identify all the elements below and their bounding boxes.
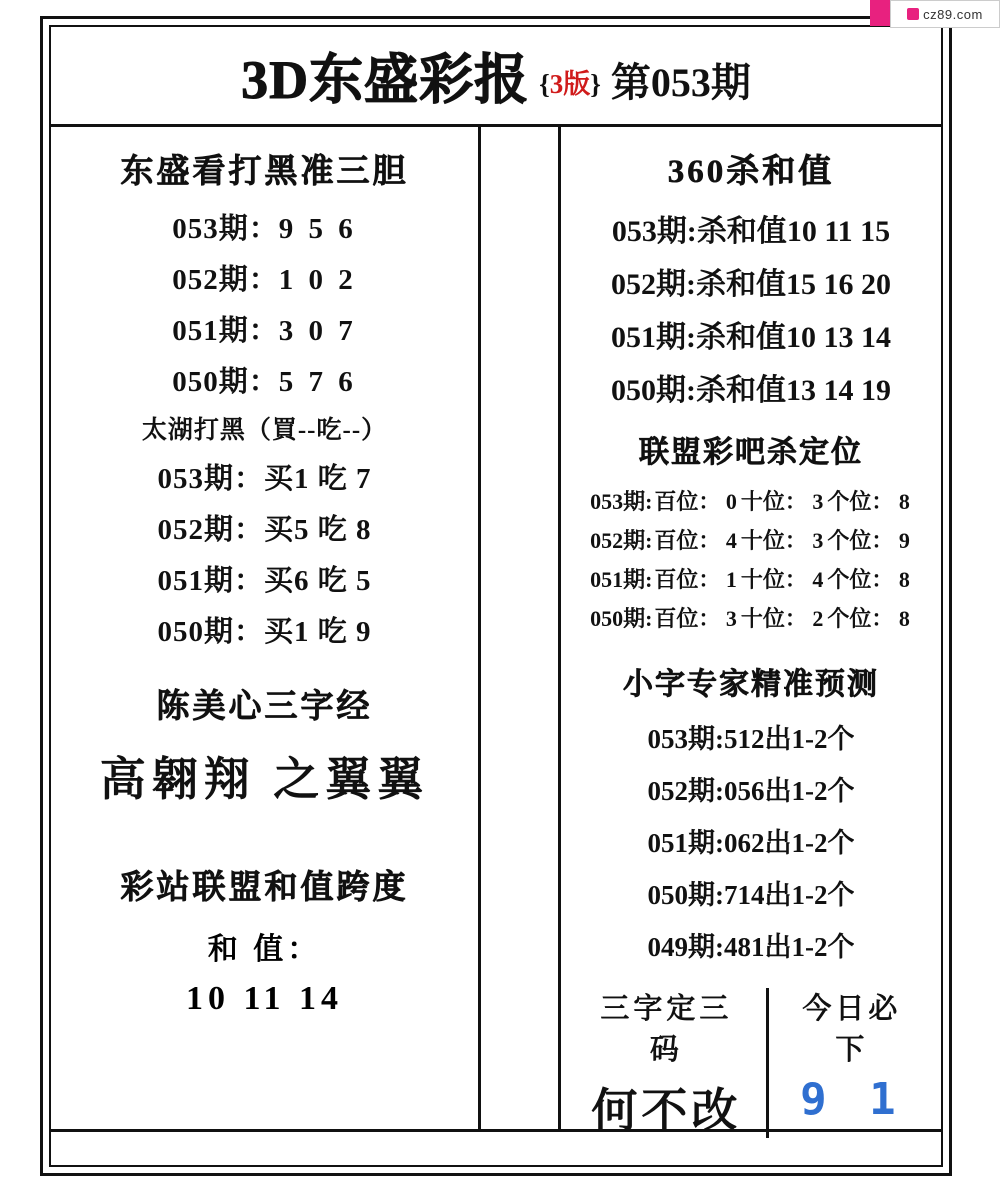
kill-value: 10 13 14: [786, 321, 891, 354]
period-label: 052期:: [611, 268, 696, 301]
right-section2-row: [571, 524, 931, 555]
period-label: 051期:: [647, 828, 724, 858]
ge-value: 个位： 8: [827, 489, 910, 514]
right-section2-row: [571, 563, 931, 594]
bai-value: 百位： 4: [654, 528, 737, 553]
right-section1-row: [571, 206, 931, 250]
shi-value: 十位： 3: [740, 528, 824, 553]
right-section3-row: [571, 925, 931, 964]
bottom-block-divider: [766, 988, 769, 1138]
left-section3-title: 陈美心三字经: [156, 689, 373, 725]
period-value: 买5 吃 8: [264, 514, 372, 546]
period-label: 051期:: [611, 321, 696, 354]
left-section2-row: [61, 507, 468, 548]
period-label: 050期:: [590, 606, 653, 631]
period-value: 3 0 7: [278, 315, 357, 347]
forecast-value: 714出1-2个: [724, 880, 855, 910]
ge-value: 个位： 8: [827, 567, 910, 592]
poster-inner-frame: [49, 25, 943, 1167]
left-section1-row: [61, 206, 468, 247]
right-section2-row: [571, 485, 931, 516]
right-section3-row: [571, 821, 931, 860]
period-value: 买6 吃 5: [264, 565, 372, 597]
period-label: 051期：: [157, 565, 264, 597]
shi-value: 十位： 3: [740, 489, 824, 514]
forecast-value: 481出1-2个: [724, 932, 855, 962]
period-label: 050期：: [172, 366, 279, 398]
left-section1-row: [61, 308, 468, 349]
period-label: 050期:: [647, 880, 724, 910]
right-section1-row: [571, 259, 931, 303]
bottom-right-group: [773, 986, 931, 1140]
left-section2-row: [61, 456, 468, 497]
period-label: 052期：: [172, 264, 279, 296]
kill-label: 杀和值: [696, 374, 786, 407]
poster-footer-strip: [51, 1129, 941, 1165]
period-value: 1 0 2: [278, 264, 357, 296]
watermark-icon: [907, 8, 919, 20]
right-section3-row: [571, 717, 931, 756]
bottom-left-title: 三字定三码: [600, 993, 733, 1066]
bottom-right-value: 9 1: [800, 1074, 904, 1125]
issue-label: 第053期: [610, 60, 751, 105]
forecast-value: 062出1-2个: [724, 828, 855, 858]
watermark-label: cz89.com: [923, 6, 983, 22]
period-value: 5 7 6: [278, 366, 357, 398]
period-label: 052期：: [157, 514, 264, 546]
kill-label: 杀和值: [696, 268, 786, 301]
right-bottom-block: [571, 986, 931, 1140]
right-section3-title: 小字专家精准预测: [623, 668, 879, 701]
right-section1-title: 360杀和值: [667, 154, 835, 190]
period-label: 052期:: [647, 776, 724, 806]
period-label: 053期：: [157, 463, 264, 495]
right-section3-row: [571, 769, 931, 808]
kill-value: 13 14 19: [786, 374, 891, 407]
period-label: 051期:: [590, 567, 653, 592]
ge-value: 个位： 8: [827, 606, 910, 631]
period-label: 053期:: [611, 215, 697, 248]
kill-label: 杀和值: [696, 321, 786, 354]
kill-value: 15 16 20: [786, 268, 891, 301]
left-section2-row: [61, 558, 468, 599]
center-divider-column: [481, 127, 561, 1129]
period-label: 050期:: [611, 374, 696, 407]
watermark-badge: [890, 0, 1000, 28]
left-section4-title: 彩站联盟和值跨度: [120, 870, 409, 906]
period-value: 买1 吃 9: [264, 616, 372, 648]
right-section2-row: [571, 602, 931, 633]
period-label: 053期：: [172, 213, 279, 245]
forecast-value: 512出1-2个: [724, 724, 855, 754]
edition-badge: {3版}: [539, 69, 601, 99]
right-section1-row: [571, 365, 931, 409]
poster-header: [51, 27, 941, 127]
bottom-left-value: 何不改: [591, 1085, 742, 1136]
left-column: [51, 127, 481, 1129]
bottom-right-title: 今日必下: [802, 993, 902, 1066]
left-section4-label: 和 值：: [207, 933, 322, 966]
left-section3-value: 高翱翔 之翼翼: [99, 754, 430, 805]
left-section4-value: 10 11 14: [185, 980, 344, 1017]
left-section1-row: [61, 257, 468, 298]
period-label: 050期：: [157, 616, 264, 648]
right-column: [561, 127, 941, 1136]
bai-value: 百位： 0: [654, 489, 737, 514]
poster-body: [51, 127, 941, 1136]
right-section3-row: [571, 873, 931, 912]
left-section2-note: 太湖打黑（買--吃--）: [141, 417, 388, 444]
ge-value: 个位： 9: [827, 528, 910, 553]
left-section1-title: 东盛看打黑准三胆: [120, 154, 409, 190]
poster-sheet: [40, 16, 952, 1176]
period-label: 049期:: [647, 932, 724, 962]
bottom-left-group: [571, 986, 762, 1140]
shi-value: 十位： 2: [740, 606, 824, 631]
kill-value: 10 11 15: [786, 215, 891, 248]
period-label: 051期：: [172, 315, 279, 347]
bai-value: 百位： 3: [654, 606, 737, 631]
period-label: 053期:: [590, 489, 653, 514]
left-section2-row: [61, 609, 468, 650]
shi-value: 十位： 4: [740, 567, 824, 592]
right-section1-row: [571, 312, 931, 356]
page-title: 3D东盛彩报: [241, 50, 530, 110]
period-label: 053期:: [647, 724, 724, 754]
period-label: 052期:: [590, 528, 653, 553]
watermark-strip: [870, 0, 892, 26]
period-value: 买1 吃 7: [264, 463, 372, 495]
forecast-value: 056出1-2个: [724, 776, 855, 806]
period-value: 9 5 6: [278, 213, 357, 245]
right-section2-title: 联盟彩吧杀定位: [639, 436, 863, 469]
left-section1-row: [61, 359, 468, 400]
bai-value: 百位： 1: [654, 567, 737, 592]
kill-label: 杀和值: [696, 215, 787, 248]
